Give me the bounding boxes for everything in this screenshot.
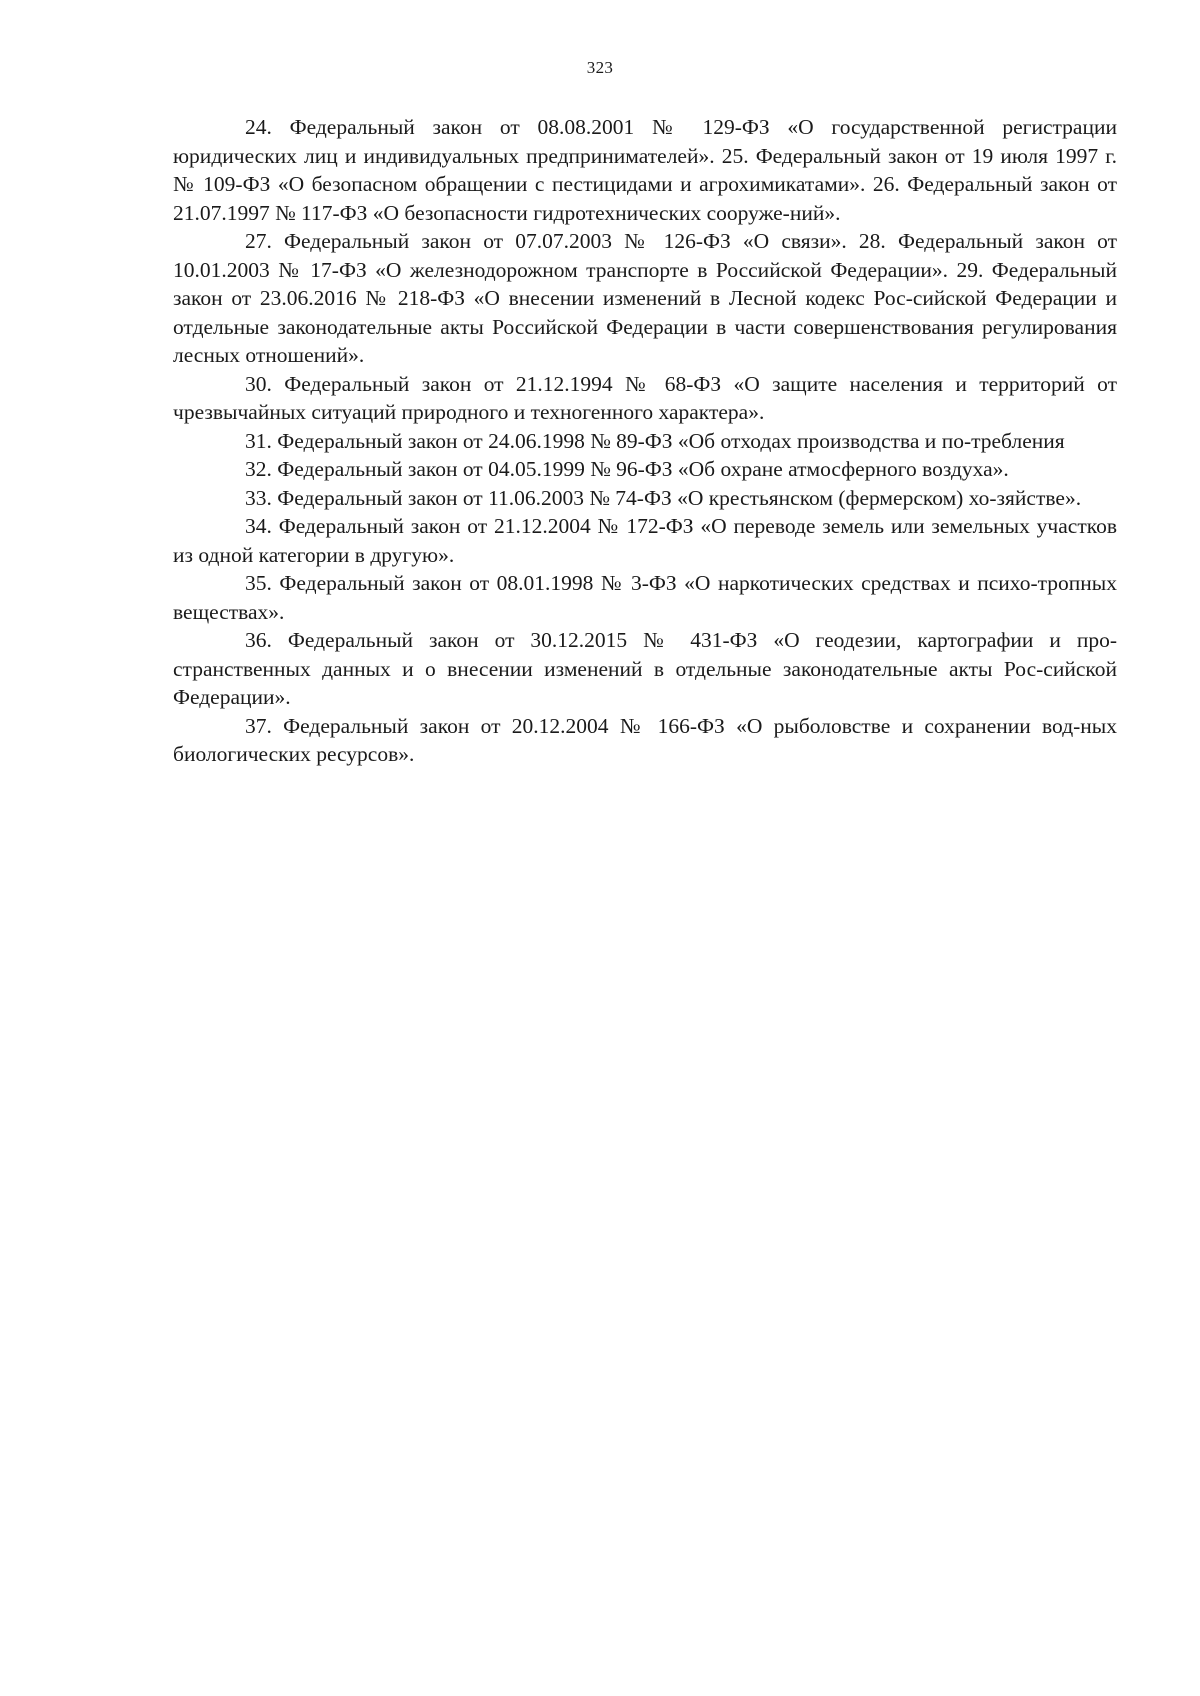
paragraph-34: 34. Федеральный закон от 21.12.2004 № 172-ФЗ «О переводе земель или земельных участков из одной категории в другую».: [173, 514, 1117, 567]
paragraph-36: 36. Федеральный закон от 30.12.2015 № 431-ФЗ «О геодезии, картографии и про-странственных данных и о внесении изменений в отдельные законодательные акты Рос-сийской Федерации».: [173, 628, 1117, 709]
page-number: 323: [586, 58, 614, 77]
paragraph-27: 27. Федеральный закон от 07.07.2003 № 126-ФЗ «О связи». 28. Федеральный закон от 10.01.2003 № 17-ФЗ «О железнодорожном транспорте в Российской Федерации». 29. Федеральный закон от 23.06.2016 № 218-ФЗ «О внесении изменений в Лесной кодекс Рос-сийской Федерации и отдельные законодательные акты Российской Федерации в части совершенствования регулирования лесных отношений».: [173, 229, 1117, 367]
paragraph-33: 33. Федеральный закон от 11.06.2003 № 74-ФЗ «О крестьянском (фермерском) хо-зяйстве».: [245, 485, 1082, 510]
document-body: [173, 113, 1117, 769]
paragraph-37: 37. Федеральный закон от 20.12.2004 № 166-ФЗ «О рыболовстве и сохранении вод-ных биологических ресурсов».: [173, 713, 1117, 766]
paragraph-35: 35. Федеральный закон от 08.01.1998 № 3-ФЗ «О наркотических средствах и психо-тропных веществах».: [173, 571, 1117, 624]
paragraph-24: 24. Федеральный закон от 08.08.2001 № 129-ФЗ «О государственной регистрации юридических лиц и индивидуальных предпринимателей». 25. Федеральный закон от 19 июля 1997 г. № 109-ФЗ «О безопасном обращении с пестицидами и агрохимикатами». 26. Федеральный закон от 21.07.1997 № 117-ФЗ «О безопасности гидротехнических сооруже-ний».: [173, 115, 1117, 225]
paragraph-30: 30. Федеральный закон от 21.12.1994 № 68-ФЗ «О защите населения и территорий от чрезвычайных ситуаций природного и техногенного характера».: [173, 371, 1117, 424]
paragraph-32: 32. Федеральный закон от 04.05.1999 № 96-ФЗ «Об охране атмосферного воздуха».: [245, 457, 1009, 481]
paragraph-31: 31. Федеральный закон от 24.06.1998 № 89-ФЗ «Об отходах производства и по-требления: [245, 428, 1065, 453]
